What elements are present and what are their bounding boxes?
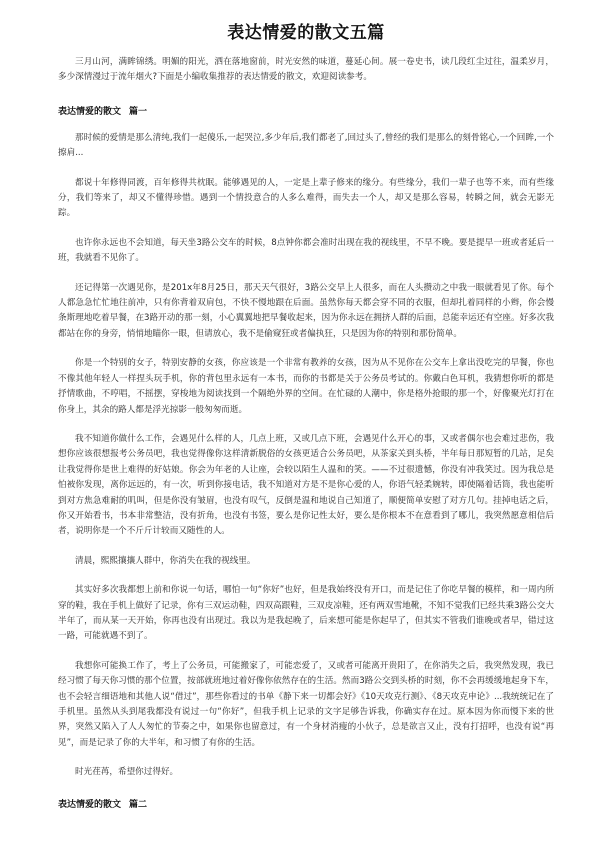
section-heading-sub: 篇一 (129, 106, 148, 117)
section-heading-main: 表达情爱的散文 (58, 799, 122, 810)
body-paragraph: 我想你可能换工作了，考上了公务员，可能搬家了，可能恋爱了，又或者可能离开贵阳了，在你消失之后，我突然发现，我已经习惯了每天你习惯的那个位置，按部就班地过着好像你依然存在的生活。然而3路公交到头桥的时刻，你不会再缓缓地起身下车，也不会轻言细语地和其他人说“借过”，那些你看过的书单《静下来一切都会好》《10天攻克行测》、《8天攻克申论》...我统统记在了手机里。虽然从头到尾我都没有说过一句“你好”，但我手机上记录的文字足够告诉我，你确实存在过。原本因为你而慢下来的世界，突然又陷入了人人匆忙的节奏之中，如果你也留意过，有一个身材消瘦的小伙子，总是欲言又止，没有打招呼，也没有说“再见”，而是记录了你的大半年，和习惯了有你的生活。 (58, 660, 554, 748)
body-paragraph: 我不知道你做什么工作，会遇见什么样的人，几点上班，又或几点下班，会遇见什么开心的事，又或者偶尔也会难过悲伤，我想你应该很想报考公务员吧，我也觉得像你这样清新脱俗的女孩更适合公务员吧，从茶家关到头桥，半年每日那短暂的几站，足矣让我觉得你是世上难得的好姑娘。你会为年老的人让座，会较以陌生人温和的笑。——不过很遗憾，你没有冲我笑过。因为我总是怕被你发现，离你远远的，有一次，听到你接电话，我不知道对方是不是你心爱的人，你语气轻柔婉转，即使隔着话筒，我也能听到对方焦急难耐的叽叫，但是你没有皱眉，也没有叹气，反倒是温和地说自己知道了，顺便简单安慰了对方几句。挂掉电话之后，你又开始看书，书本非常整洁，没有折角，也没有书签，要么是你记性太好，要么是你根本不在意看到了哪儿，我突然愿意相信后者，说明你是一个不斤斤计较而又随性的人。 (58, 433, 554, 537)
section-heading-main: 表达情爱的散文 (58, 106, 122, 117)
section-heading-sub: 篇二 (129, 799, 148, 810)
intro-paragraph: 三月山河，满眸锦绣。明媚的阳光，洒在落地窗前，时光安然的味道，蔓延心间。展一卷史书，读几段红尘过往，温柔岁月，多少深情漫过于流年烟火?下面是小编收集推荐的表达情爱的散文，欢迎阅读参考。 (58, 57, 554, 83)
body-paragraph: 你是一个特别的女子，特别安静的女孩，你应该是一个非常有教养的女孩，因为从不见你在公交车上拿出没吃完的早餐，你也不像其他年轻人一样捏头玩手机，你的背包里永远有一本书，而你的书都是关于公务员考试的。你戴白色耳机，我猜想你听的都是抒情歌曲，不哼唱，不摇摆，穿梭地为阅读找到一个隔绝外界的空间。在忙碌的人潮中，你是格外抢眼的那一个，好像聚光灯打在你身上，其余的路人都是浮光掠影一般匆匆而逝。 (58, 358, 554, 415)
body-paragraph: 那时候的爱情是那么清纯,我们一起傻乐,一起哭泣,多少年后,我们都老了,回过头了,曾经的我们是那么的刻骨铭心,一个回眸,一个擦肩... (58, 132, 554, 159)
body-paragraph: 其实好多次我都想上前和你说一句话，哪怕一句“你好”也好，但是我始终没有开口，而是记住了你吃早餐的模样，和一周内所穿的鞋，我在手机上做好了记录，你有三双运动鞋，四双高跟鞋，三双皮凉鞋，还有两双雪地靴，不知不觉我们已经共乘3路公交大半年了，而从某一天开始，你再也没有出现过。我以为是我起晚了，后来想可能是你起早了，但其实不管我们谁晚或者早，错过这一路，可能就遇不到了。 (58, 585, 554, 642)
section-heading-2 (58, 797, 554, 810)
body-paragraph: 时光荏苒，希望你过得好。 (75, 767, 179, 778)
body-paragraph: 都说十年修得同渡，百年修得共枕眠。能够遇见的人，一定是上辈子修来的缘分。有些缘分，我们一辈子也等不来，而有些缘分，我们等来了，却又不懂得珍惜。遇到一个情投意合的人多么难得，而失去一个人，却又是那么容易，转瞬之间，就会无影无踪。 (58, 177, 554, 219)
section-heading-1 (58, 104, 554, 117)
document-title: 表达情爱的散文五篇 (227, 23, 385, 43)
body-paragraph: 还记得第一次遇见你，是201x年8月25日，那天天气很好，3路公交早上人很多，而在人头攒动之中我一眼就看见了你。每个人都急急忙忙地往前冲，只有你背着双肩包，不快不慢地跟在后面。虽然你每天都会穿不同的衣服，但却扎着同样的小辫，你会慢条斯理地吃着早餐，在3路开动的那一刻，小心翼翼地把早餐收起来，因为你永远在拥挤人群的后面，总能幸运还有空座。好多次我都站在你的身旁，悄悄地瞄你一眼，但请放心，我不是偷窥狂或者偏执狂，只是因为你的特别和那份简单。 (58, 282, 554, 339)
body-paragraph: 清晨，熙熙攘攘人群中，你消失在我的视线里。 (75, 555, 256, 566)
body-paragraph: 也许你永远也不会知道，每天坐3路公交车的时候，8点钟你都会准时出现在我的视线里，不早不晚。要是提早一班或者延后一班，我就看不见你了。 (58, 237, 554, 264)
